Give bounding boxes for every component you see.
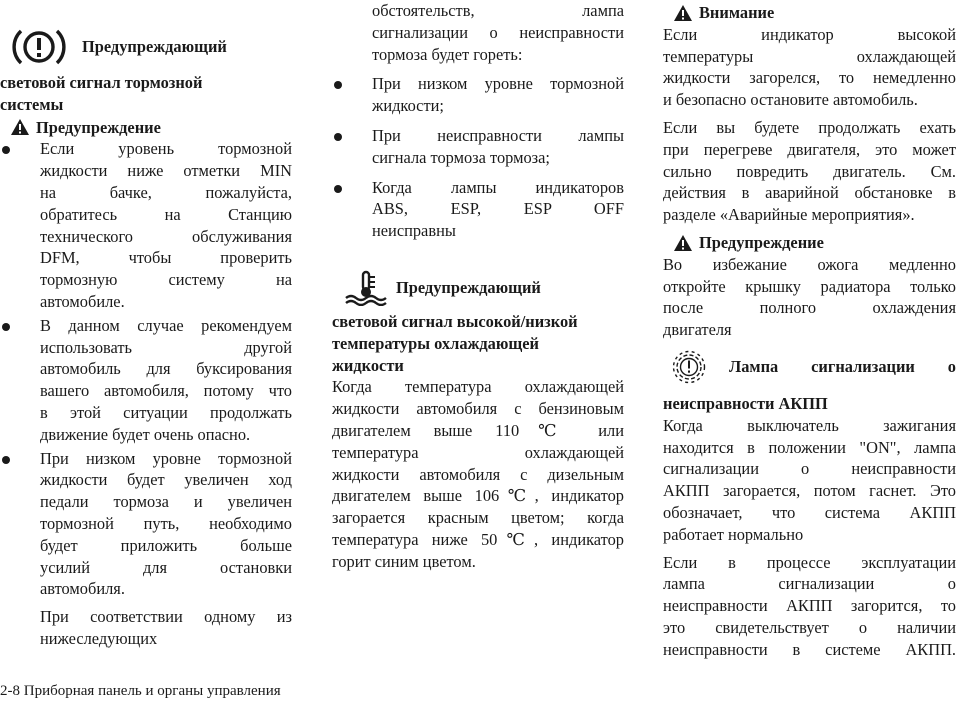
text-line: после полного охлаждения	[663, 298, 956, 318]
warning-label: Предупреждение	[699, 232, 824, 252]
text-line: сигнала тормоза тормоза;	[372, 147, 550, 167]
text-line: будет приложить больше	[40, 535, 292, 555]
attention-label: Внимание	[699, 3, 775, 22]
column-2	[332, 0, 624, 573]
text-line: на бачке, пожалуйста,	[40, 182, 292, 202]
text-line: технического обслуживания	[40, 226, 292, 246]
text-line: автомобиля.	[40, 579, 125, 599]
text-line: Когда температура охлаждающей	[332, 377, 624, 397]
text-line: Если уровень тормозной	[40, 139, 292, 159]
text-line: Когда выключатель зажигания	[663, 415, 956, 435]
paragraph	[663, 254, 956, 341]
text-line: тормозной путь, необходимо	[40, 513, 292, 533]
paragraph	[332, 376, 624, 572]
text-line: сильно повредить двигатель. См.	[663, 161, 956, 181]
list-item	[332, 125, 624, 169]
text-line: Если в процессе эксплуатации	[663, 552, 956, 572]
list-item	[332, 177, 624, 242]
text-line: и безопасно остановите автомобиль.	[663, 90, 918, 110]
temp-heading-line-2: световой сигнал высокой/низкой	[332, 311, 578, 331]
brake-heading-line-3: системы	[0, 94, 64, 114]
text-line: температуры охлаждающей	[663, 46, 956, 66]
text-line: DFM, чтобы проверить	[40, 248, 292, 268]
temp-heading-line-1: Предупреждающий	[396, 278, 541, 298]
text-line: тормозную систему на	[40, 270, 292, 290]
text-line: сигнализации о неисправности	[663, 459, 956, 479]
text-line: температура ниже 50℃, индикатор	[332, 529, 624, 549]
text-line: это свидетельствует о наличии	[663, 617, 956, 637]
text-line: Когда лампы индикаторов	[372, 177, 624, 197]
temp-heading-line-3: температуры охлаждающей	[332, 333, 539, 353]
text-line: движение будет очень опасно.	[40, 424, 251, 444]
temp-heading-row	[332, 268, 624, 308]
list-item	[0, 448, 292, 601]
text-line: При соответствии одному из	[40, 607, 292, 627]
text-line: Если вы будете продолжать ехать	[663, 117, 956, 137]
paragraph	[663, 415, 956, 546]
text-line: использовать другой	[40, 337, 292, 357]
paragraph	[663, 117, 956, 226]
brake-heading-line-1: Предупреждающий	[82, 37, 227, 57]
bullet	[334, 133, 342, 141]
bullet	[2, 146, 10, 154]
text-line: неисправности в системе АКПП.	[663, 639, 956, 659]
text-line: лампа сигнализации о	[663, 574, 956, 594]
list-item	[0, 138, 292, 312]
text-line: вашего автомобиля, потому что	[40, 381, 292, 401]
text-line: работает нормально	[663, 524, 804, 544]
text-line: жидкости загорелся, то немедленно	[663, 68, 956, 88]
column-3	[663, 0, 956, 661]
text-line: При низком уровне тормозной	[40, 448, 292, 468]
text-line: загорается красным цветом; когда	[332, 508, 624, 528]
warning-label: Предупреждение	[36, 117, 161, 137]
text-line: температура охлаждающей	[332, 442, 624, 462]
list-item	[332, 73, 624, 117]
paragraph	[332, 0, 624, 65]
column-1	[0, 0, 292, 650]
text-line: двигателя	[663, 320, 732, 340]
list-item	[0, 315, 292, 446]
text-line: тормоза будет гореть:	[372, 44, 523, 64]
page-footer: 2-8 Приборная панель и органы управления	[0, 683, 281, 699]
text-line: двигателем выше 110℃ или	[332, 420, 624, 440]
bullet	[334, 81, 342, 89]
text-line: обстоятельств, лампа	[372, 1, 624, 20]
paragraph	[0, 606, 292, 650]
text-line: горит синим цветом.	[332, 551, 476, 571]
text-line: жидкости;	[372, 96, 444, 116]
warning-heading	[673, 232, 956, 254]
warning-triangle-icon	[10, 118, 30, 136]
warning-heading	[10, 117, 292, 139]
text-line: АКПП загорается, потом гаснет. Это	[663, 481, 956, 501]
text-line: ABS, ESP, ESP OFF	[372, 199, 624, 219]
text-line: При низком уровне тормозной	[372, 74, 624, 94]
text-line: откройте крышку радиатора только	[663, 276, 956, 296]
text-line: педали тормоза и увеличен	[40, 492, 292, 512]
brake-heading-line-2: световой сигнал тормозной	[0, 73, 203, 92]
text-line: автомобиль для буксирования	[40, 359, 292, 379]
text-line: разделе «Аварийные мероприятия».	[663, 205, 915, 225]
text-line: жидкости ниже отметки MIN	[40, 161, 292, 181]
brake-warning-icon	[10, 25, 68, 69]
text-line: обозначает, что система АКПП	[663, 502, 956, 522]
coolant-temperature-icon	[344, 270, 388, 306]
paragraph	[663, 552, 956, 661]
text-line: усилий для остановки	[40, 557, 292, 577]
warning-triangle-icon	[673, 234, 693, 252]
bullet	[2, 323, 10, 331]
text-line: неисправны	[372, 221, 456, 241]
text-line: действия в аварийной обстановке в	[663, 183, 956, 203]
text-line: в этой ситуации продолжать	[40, 402, 292, 422]
brake-heading-row	[0, 22, 292, 72]
text-line: жидкости автомобиля с бензиновым	[332, 399, 624, 419]
at-heading-line-1: Лампа сигнализации о	[729, 357, 956, 377]
text-line: Если индикатор высокой	[663, 24, 956, 44]
at-heading-line-2: неисправности АКПП	[663, 393, 828, 413]
text-line: автомобиле.	[40, 291, 125, 311]
text-line: неисправности АКПП загорится, то	[663, 596, 956, 616]
text-line: В данном случае рекомендуем	[40, 315, 292, 335]
text-line: обратитесь на Станцию	[40, 204, 292, 224]
text-line: Во избежание ожога медленно	[663, 254, 956, 274]
paragraph	[663, 24, 956, 111]
text-line: При неисправности лампы	[372, 125, 624, 145]
text-line: двигателем выше 106℃, индикатор	[332, 486, 624, 506]
temp-heading-line-4: жидкости	[332, 355, 404, 375]
text-line: сигнализации о неисправности	[372, 22, 624, 42]
at-heading-row	[663, 347, 956, 387]
text-line: нижеследующих	[40, 628, 158, 648]
text-line: жидкости автомобиля с дизельным	[332, 464, 624, 484]
attention-heading	[673, 2, 956, 24]
warning-triangle-icon	[673, 4, 693, 22]
text-line: жидкости будет увеличен ход	[40, 470, 292, 490]
text-line: при перегреве двигателя, это может	[663, 139, 956, 159]
bullet	[334, 185, 342, 193]
text-line: находится в положении "ON", лампа	[663, 437, 956, 457]
bullet	[2, 456, 10, 464]
gear-fault-icon	[667, 347, 711, 387]
